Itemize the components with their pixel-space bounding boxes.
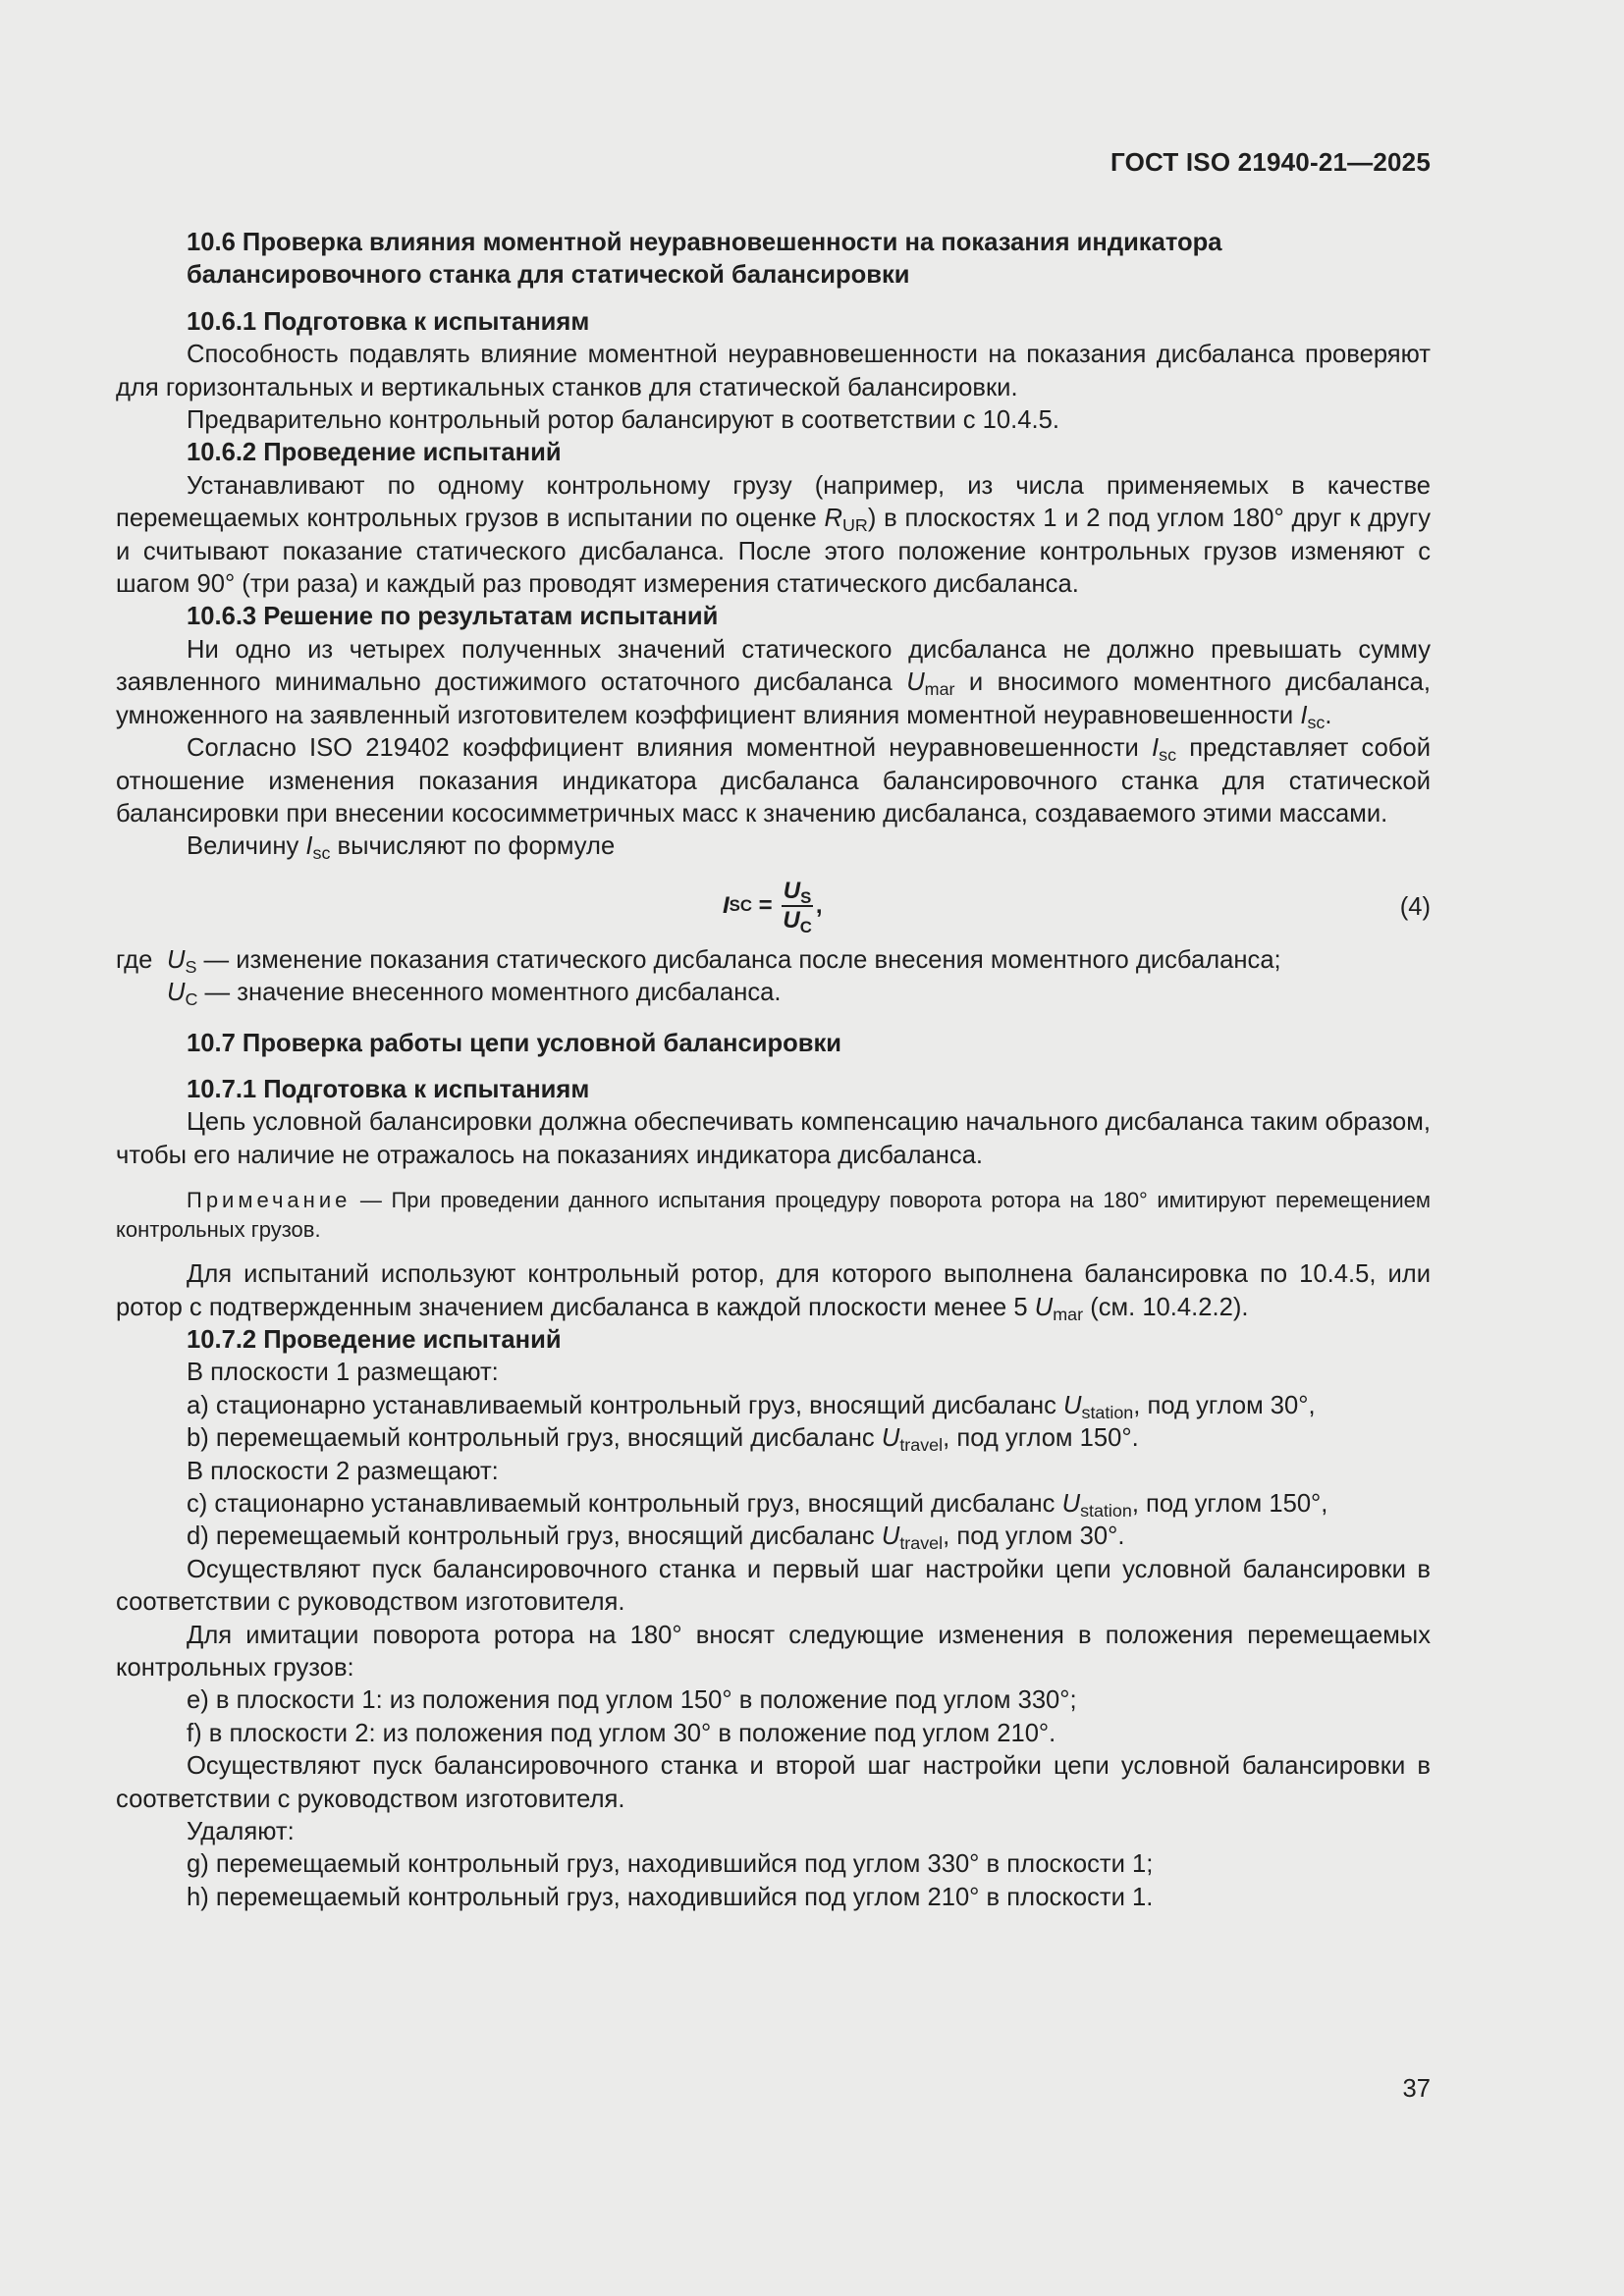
paragraph: Согласно ISO 219402 коэффициент влияния моментной неуравновешенности $I_{sc}$ представляет собой отношение изменения показания индикатора дисбаланса балансировочного станка для статической балансировки при внесении кососимметричных масс к значению дисбаланса, создаваемого этими массами. [116,734,1431,828]
formula-4 [116,876,1431,938]
list-item: d) перемещаемый контрольный груз, вносящий дисбаланс $U_{travel}$, под углом 30°. [187,1522,1125,1554]
list-item: f) в плоскости 2: из положения под углом 30° в положение под углом 210°. [187,1719,1056,1747]
list-item: c) стационарно устанавливаемый контрольный груз, вносящий дисбаланс $U_{station}$, под углом 150°, [187,1490,1328,1521]
paragraph: Величину $I_{sc}$ вычисляют по формуле [187,832,616,864]
paragraph: Ни одно из четырех полученных значений статического дисбаланса не должно превышать сумму заявленного минимально достижимого остаточного дисбаланса $U_{mar}$ и вносимого моментного дисбаланса, умноженного на заявленный изготовителем коэффициент влияния моментной неуравновешенности $I_{sc}$. [116,635,1431,732]
paragraph: Удаляют: [187,1818,295,1846]
paragraph: Устанавливают по одному контрольному грузу (например, из числа применяемых в качестве перемещаемых контрольных грузов в испытании по оценке $R_{UR}$) в плоскостях 1 и 2 под углом 180° друг к другу и считывают показание статического дисбаланса. После этого положение контрольных грузов изменяют с шагом 90° (три раза) и каждый раз проводят измерения статического дисбаланса. [116,471,1431,599]
list-item: b) перемещаемый контрольный груз, вносящий дисбаланс $U_{travel}$, под углом 150°. [187,1424,1139,1456]
paragraph: Для испытаний используют контрольный ротор, для которого выполнена балансировка по 10.4.5, или ротор с подтвержденным значением дисбаланса в каждой плоскости менее 5 $U_{mar}$ (см. 10.4.2.2). [116,1260,1431,1324]
paragraph: В плоскости 1 размещают: [187,1359,499,1387]
subsection-heading-10-7-2: 10.7.2 Проведение испытаний [187,1325,562,1354]
subsection-heading-10-6-3: 10.6.3 Решение по результатам испытаний [187,603,719,631]
formula-number: (4) [1399,892,1431,921]
subsection-heading-10-6-2: 10.6.2 Проведение испытаний [187,439,562,467]
list-item: e) в плоскости 1: из положения под углом 150° в положение под углом 330°; [187,1686,1077,1715]
list-item: g) перемещаемый контрольный груз, находившийся под углом 330° в плоскости 1; [187,1850,1154,1879]
formula-expression: I SC = $\frac{U_S}{U_C}$ , [723,877,823,936]
paragraph: Цепь условной балансировки должна обеспечивать компенсацию начального дисбаланса таким образом, чтобы его наличие не отражалось на показаниях индикатора дисбаланса. [116,1108,1431,1169]
paragraph: Предварительно контрольный ротор балансируют в соответствии с 10.4.5. [187,406,1059,435]
paragraph: Способность подавлять влияние моментной неуравновешенности на показания дисбаланса проверяют для горизонтальных и вертикальных станков для статической балансировки. [116,341,1431,401]
section-heading-10-6 [116,227,1431,293]
paragraph: Для имитации поворота ротора на 180° вносят следующие изменения в положения перемещаемых контрольных грузов: [116,1621,1431,1682]
section-title-line-2: балансировочного станка для статической балансировки [187,261,910,290]
paragraph: В плоскости 2 размещают: [187,1457,499,1485]
paragraph: Осуществляют пуск балансировочного станка и первый шаг настройки цепи условной балансировки в соответствии с руководством изготовителя. [116,1555,1431,1617]
subsection-heading-10-7-1: 10.7.1 Подготовка к испытаниям [187,1075,590,1103]
section-heading-10-7: 10.7 Проверка работы цепи условной балансировки [187,1029,842,1057]
document-code: ГОСТ ISO 21940-21—2025 [1110,147,1431,177]
page-number: 37 [1402,2075,1431,2103]
note: Примечание — При проведении данного испытания процедуру поворота ротора на 180° имитируют перемещением контрольных грузов. [116,1188,1431,1243]
list-item: a) стационарно устанавливаемый контрольный груз, вносящий дисбаланс $U_{station}$, под углом 30°, [187,1391,1316,1422]
formula-legend-item: $U_C$ — значение внесенного моментного дисбаланса. [167,979,782,1010]
page-content [116,223,1431,1914]
paragraph: Осуществляют пуск балансировочного станка и второй шаг настройки цепи условной балансировки в соответствии с руководством изготовителя. [116,1752,1431,1813]
section-title-line-1: 10.6 Проверка влияния моментной неуравновешенности на показания индикатора [187,229,1222,256]
fraction: $\frac{U_S}{U_C}$ [783,877,812,936]
subsection-heading-10-6-1: 10.6.1 Подготовка к испытаниям [187,307,590,336]
formula-legend-item: где $U_S$ — изменение показания статического дисбаланса после внесения моментного дисбаланса; [116,945,1281,977]
list-item: h) перемещаемый контрольный груз, находившийся под углом 210° в плоскости 1. [187,1883,1154,1911]
